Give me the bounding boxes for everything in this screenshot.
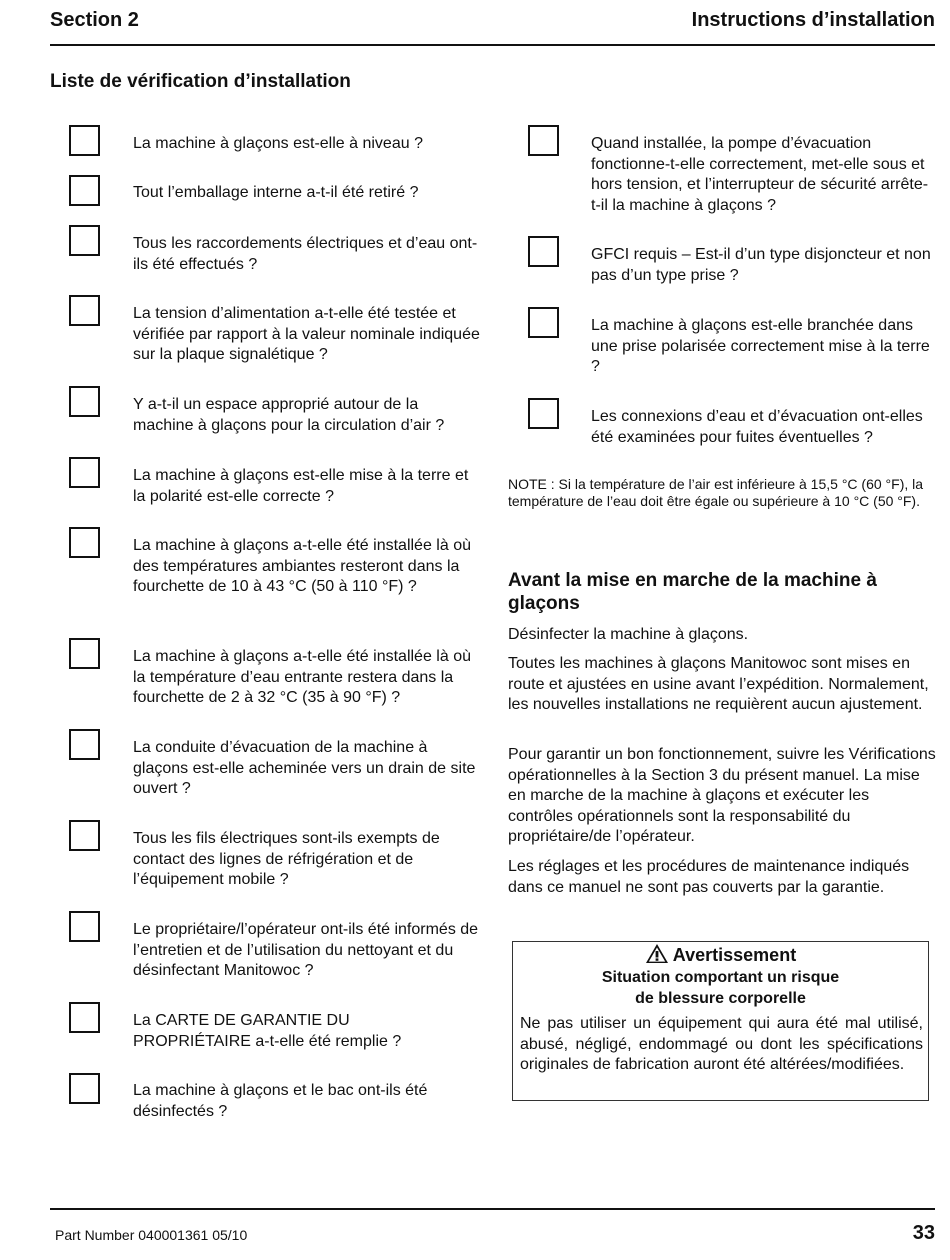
startup-paragraph: Toutes les machines à glaçons Manitowoc sont mises en route et ajustées en usine avant l’expédition. Normalement, les nouvelles installations ne requièrent aucun ajustement. — [508, 655, 929, 713]
note-text: NOTE : Si la température de l’air est inférieure à 15,5 °C (60 °F), la température de l’eau doit être égale ou supérieure à 10 °C (50 °F). — [508, 476, 924, 509]
checkbox[interactable] — [528, 236, 559, 267]
checklist-item: La machine à glaçons et le bac ont-ils été désinfectés ? — [133, 1082, 428, 1120]
header-title: Instructions d’installation — [691, 9, 935, 31]
checklist-item: La machine à glaçons est-elle branchée dans une prise polarisée correctement mise à la terre ? — [591, 317, 930, 375]
checkbox[interactable] — [69, 527, 100, 558]
startup-paragraph: Pour garantir un bon fonctionnement, suivre les Vérifications opérationnelles à la Section 3 du présent manuel. La mise en marche de la machine à glaçons et exécuter les contrôles opérationnels sont la responsabilité du propriétaire/de l’opérateur. — [508, 746, 936, 845]
checklist-item: Tous les raccordements électriques et d’eau ont-ils été effectués ? — [133, 235, 478, 273]
startup-heading: Avant la mise en marche de la machine à glaçons — [508, 570, 877, 614]
checklist-item: Le propriétaire/l’opérateur ont-ils été informés de l’entretien et de l’utilisation du nettoyant et du désinfectant Manitowoc ? — [133, 921, 479, 979]
warning-subtitle-line: Situation comportant un risque — [601, 969, 840, 986]
warning-title-text: Avertissement — [672, 945, 797, 965]
checklist-title: Liste de vérification d’installation — [50, 71, 351, 92]
footer-rule — [50, 1208, 935, 1210]
checklist-item: La CARTE DE GARANTIE DU PROPRIÉTAIRE a-t-elle été remplie ? — [133, 1012, 402, 1050]
checkbox[interactable] — [69, 125, 100, 156]
warning-subtitle-line: de blessure corporelle — [635, 989, 806, 1007]
checklist-item: La machine à glaçons a-t-elle été installée là où la température d’eau entrante restera dans la fourchette de 2 à 32 °C (35 à 90 °F) ? — [133, 648, 471, 706]
checklist-item: Quand installée, la pompe d’évacuation fonctionne-t-elle correctement, met-elle sous et hors tension, et l’interrupteur de sécurité arrête-t-il la machine à glaçons ? — [591, 135, 929, 214]
checkbox[interactable] — [69, 820, 100, 851]
checklist-item: La machine à glaçons a-t-elle été installée là où des températures ambiantes resteront dans la fourchette de 10 à 43 °C (50 à 110 °F) ? — [133, 537, 471, 595]
checkbox[interactable] — [69, 911, 100, 942]
warning-subtitle — [513, 968, 928, 1009]
checkbox[interactable] — [528, 125, 559, 156]
warning-body: Ne pas utiliser un équipement qui aura été mal utilisé, abusé, négligé, endommagé ou dont les spécifications originales de fabrication auront été altérées/modifiées. — [520, 1015, 923, 1073]
startup-paragraph: Les réglages et les procédures de maintenance indiqués dans ce manuel ne sont pas couverts par la garantie. — [508, 858, 910, 896]
warning-triangle-icon — [645, 945, 673, 965]
footer-part-number: Part Number 040001361 05/10 — [55, 1227, 248, 1243]
checklist-item: La tension d’alimentation a-t-elle été testée et vérifiée par rapport à la valeur nominale indiquée sur la plaque signalétique ? — [133, 305, 480, 363]
checkbox[interactable] — [69, 295, 100, 326]
checkbox[interactable] — [69, 175, 100, 206]
checkbox[interactable] — [528, 307, 559, 338]
checkbox[interactable] — [69, 638, 100, 669]
checkbox[interactable] — [69, 1073, 100, 1104]
warning-title — [513, 943, 928, 966]
header-rule — [50, 44, 935, 46]
checklist-item: Les connexions d’eau et d’évacuation ont-elles été examinées pour fuites éventuelles ? — [591, 408, 923, 446]
checklist-item: La conduite d’évacuation de la machine à glaçons est-elle acheminée vers un drain de site ouvert ? — [133, 739, 476, 797]
checkbox[interactable] — [69, 457, 100, 488]
checkbox[interactable] — [69, 225, 100, 256]
checklist-item: Y a-t-il un espace approprié autour de la machine à glaçons pour la circulation d’air ? — [133, 396, 445, 434]
checkbox[interactable] — [69, 729, 100, 760]
checklist-item: Tout l’emballage interne a-t-il été retiré ? — [133, 184, 419, 201]
header-section: Section 2 — [50, 9, 139, 31]
checklist-item: La machine à glaçons est-elle à niveau ? — [133, 135, 423, 152]
startup-paragraph: Désinfecter la machine à glaçons. — [508, 626, 749, 643]
checkbox[interactable] — [69, 1002, 100, 1033]
page-number: 33 — [912, 1222, 935, 1244]
checklist-item: Tous les fils électriques sont-ils exempts de contact des lignes de réfrigération et de l’équipement mobile ? — [133, 830, 440, 888]
checkbox[interactable] — [528, 398, 559, 429]
checklist-item: GFCI requis – Est-il d’un type disjoncteur et non pas d’un type prise ? — [591, 246, 931, 284]
warning-box — [512, 941, 929, 1101]
checkbox[interactable] — [69, 386, 100, 417]
checklist-item: La machine à glaçons est-elle mise à la terre et la polarité est-elle correcte ? — [133, 467, 469, 505]
